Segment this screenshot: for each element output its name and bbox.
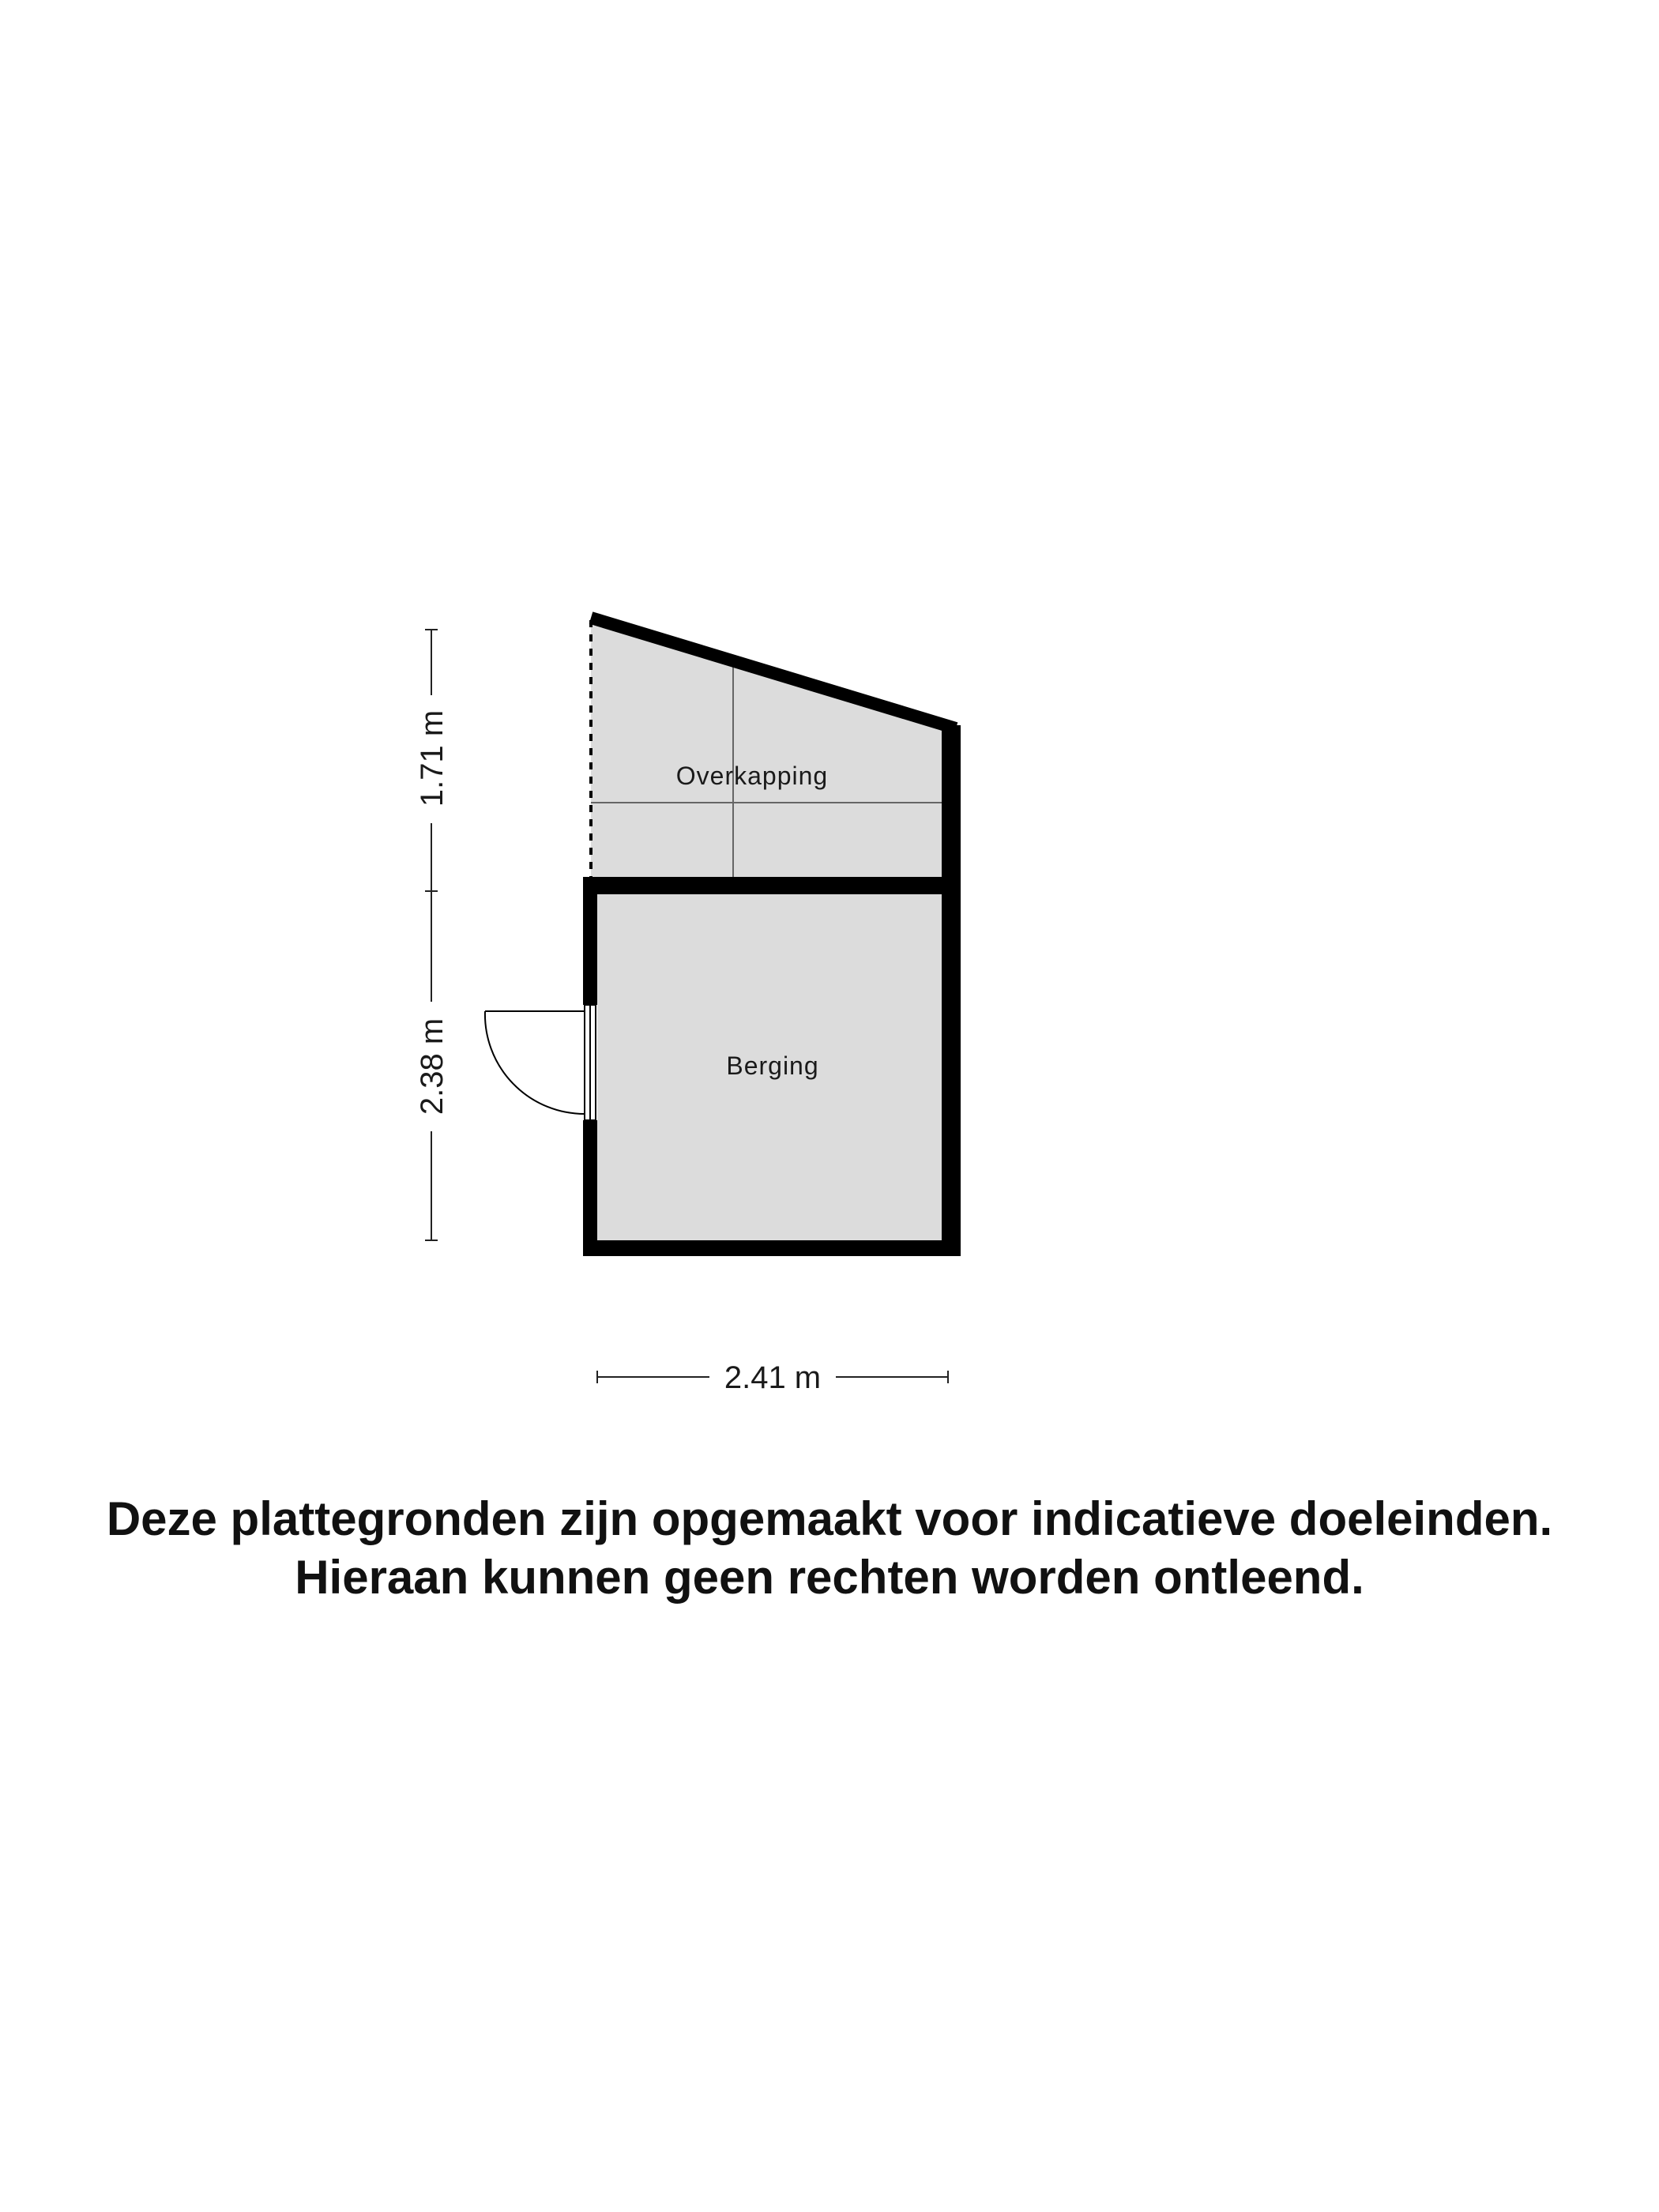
dimension-label-height-bottom: 2.38 m (415, 1018, 450, 1115)
door-swing-arc (485, 1011, 585, 1114)
overkapping-floor (591, 620, 944, 883)
disclaimer-line-1: Deze plattegronden zijn opgemaakt voor indicatieve doeleinden. (106, 1492, 1553, 1545)
disclaimer-line-2: Hieraan kunnen geen rechten worden ontleend. (295, 1551, 1364, 1604)
berging-wall-bottom (583, 1240, 961, 1256)
room-label-overkapping: Overkapping (675, 762, 829, 790)
dimension-label-width: 2.41 m (724, 1360, 822, 1395)
canopy-right-wall (942, 725, 961, 891)
room-label-berging: Berging (726, 1051, 819, 1080)
berging-wall-top (583, 877, 961, 894)
dimension-label-height-top: 1.71 m (415, 709, 450, 807)
berging-wall-left-lower (583, 1120, 597, 1256)
berging-wall-right (942, 877, 961, 1256)
berging-wall-left-upper (583, 877, 597, 1005)
